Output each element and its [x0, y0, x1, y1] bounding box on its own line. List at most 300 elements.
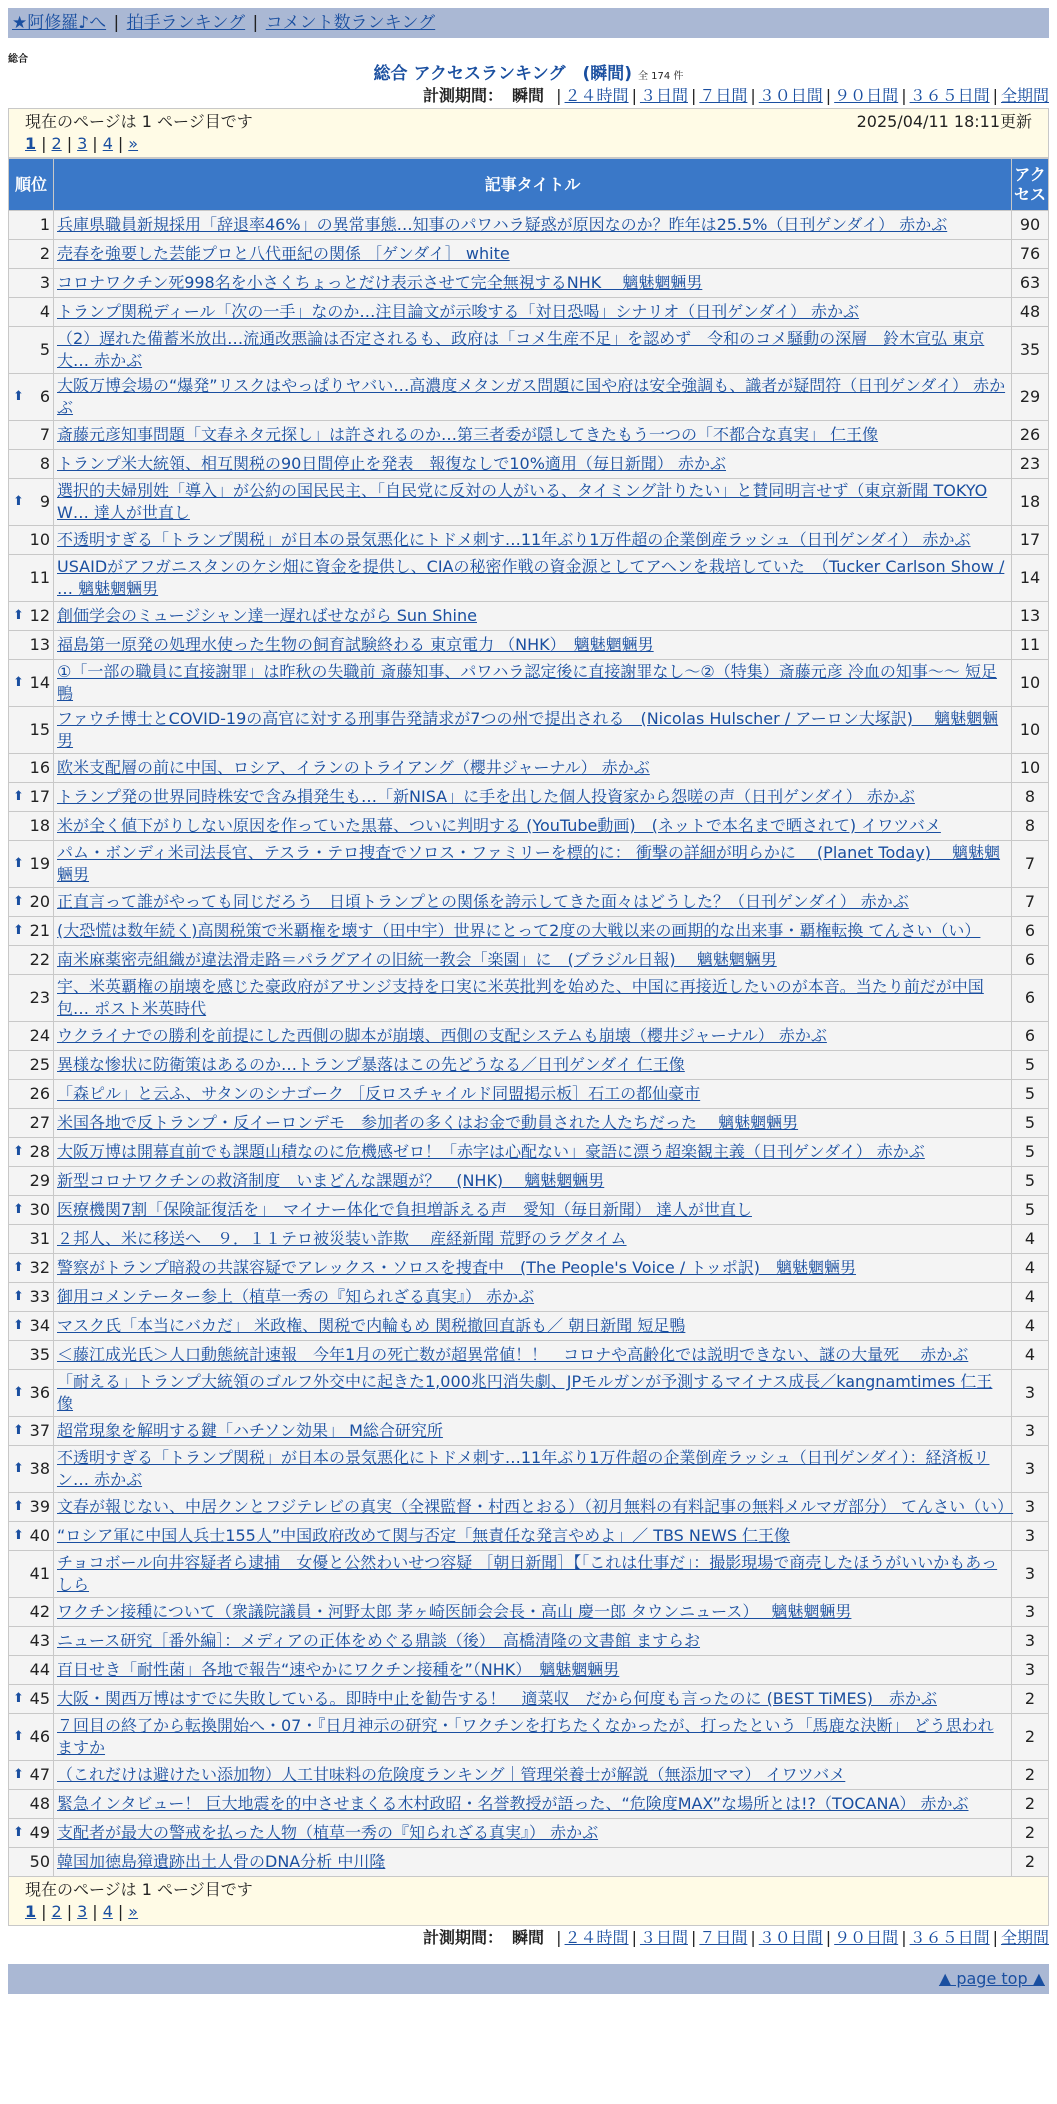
access-count: 4 [1012, 1225, 1049, 1254]
article-link[interactable]: ＜藤江成光氏＞人口動態統計速報 今年1月の死亡数が超異常値！！ コロナや高齢化では説明できない、謎の大量死 赤かぶ [57, 1345, 969, 1364]
access-count: 4 [1012, 1283, 1049, 1312]
article-link[interactable]: トランプ米大統領、相互関税の90日間停止を発表 報復なしで10%適用（毎日新聞） 赤かぶ [57, 454, 727, 473]
access-count: 8 [1012, 783, 1049, 812]
article-link[interactable]: ①「一部の職員に直接謝罪」は昨秋の失職前 斎藤知事、パワハラ認定後に直接謝罪なし～②（特集）斎藤元彦 冷血の知事～～ 短足鴨 [57, 662, 997, 703]
col-rank-header: 順位 [9, 159, 54, 211]
rank-number: 11 [29, 568, 50, 587]
period-separator: | [992, 1928, 998, 1947]
title-cell [54, 240, 1012, 269]
pager-bottom [8, 1877, 1049, 1926]
page-spacer: | [117, 134, 124, 153]
article-link[interactable]: コロナワクチン死998名を小さくちょっとだけ表示させて完全無視するNHK 魑魅魍魎男 [57, 273, 703, 292]
access-count: 13 [1012, 602, 1049, 631]
rank-number: 22 [29, 950, 50, 969]
period-link[interactable]: 全期間 [1000, 86, 1049, 105]
rank-cell [9, 602, 54, 631]
rank-cell [9, 421, 54, 450]
period-link[interactable]: ３０日間 [758, 86, 823, 105]
page-link[interactable]: 2 [51, 1902, 62, 1921]
article-link[interactable]: ニュース研究［番外編］：メディアの正体をめぐる鼎談（後） 高橋清隆の文書館 ますらお [57, 1631, 701, 1650]
table-row [9, 479, 1049, 526]
period-current: 瞬間 [512, 86, 545, 105]
access-count: 3 [1012, 1493, 1049, 1522]
page-link[interactable]: 2 [51, 134, 62, 153]
access-count: 18 [1012, 479, 1049, 526]
rank-cell [9, 1283, 54, 1312]
article-link[interactable]: 不透明すぎる「トランプ関税」が日本の景気悪化にトドメ刺す…11年ぶり1万件超の企業倒産ラッシュ（日刊ゲンダイ）：経済板リン… 赤かぶ [57, 1448, 990, 1489]
access-count: 3 [1012, 1656, 1049, 1685]
rank-number: 30 [29, 1200, 50, 1219]
rank-cell [9, 1761, 54, 1790]
rank-number: 9 [39, 492, 50, 511]
article-link[interactable]: 緊急インタビュー！ 巨大地震を的中させまくる木村政昭・名誉教授が語った、“危険度MAX”な場所とは!?（TOCANA） 赤かぶ [57, 1794, 969, 1813]
title-cell [54, 1109, 1012, 1138]
access-count: 17 [1012, 526, 1049, 555]
article-link[interactable]: 売春を強要した芸能プロと八代亜紀の関係 ［ゲンダイ］ white [57, 244, 510, 263]
table-row [9, 526, 1049, 555]
rank-number: 37 [29, 1421, 50, 1440]
period-separator: | [690, 86, 697, 105]
article-link[interactable]: 「耐える」トランプ大統領のゴルフ外交中に起きた1,000兆円消失劇、JPモルガンが予測するマイナス成長／kangnamtimes 仁王像 [57, 1372, 993, 1413]
access-count: 10 [1012, 707, 1049, 754]
rank-cell [9, 1848, 54, 1877]
rank-cell [9, 1254, 54, 1283]
table-row [9, 1417, 1049, 1446]
nav-separator: | [252, 13, 259, 33]
rank-cell [9, 1790, 54, 1819]
page-current[interactable]: 1 [25, 134, 37, 153]
rank-up-icon: ⬆ [13, 789, 24, 804]
table-row [9, 660, 1049, 707]
rank-number: 26 [29, 1084, 50, 1103]
title-cell [54, 1080, 1012, 1109]
access-count: 3 [1012, 1522, 1049, 1551]
top-nav [8, 8, 1049, 38]
title-cell [54, 1225, 1012, 1254]
rank-number: 46 [29, 1727, 50, 1746]
access-count: 3 [1012, 1551, 1049, 1598]
rank-cell [9, 1051, 54, 1080]
article-link[interactable]: トランプ発の世界同時株安で含み損発生も…「新NISA」に手を出した個人投資家から怨嗟の声（日刊ゲンダイ） 赤かぶ [57, 787, 915, 806]
period-link[interactable]: ３６５日間 [909, 86, 990, 105]
page-top-link[interactable]: ▲ page top ▲ [938, 1969, 1045, 1988]
page-link[interactable]: 3 [77, 134, 88, 153]
page-links [25, 133, 1032, 155]
period-label: 計測期間： [422, 1928, 503, 1947]
title-cell [54, 917, 1012, 946]
page-separator: | [66, 1902, 73, 1921]
article-link[interactable]: 不透明すぎる「トランプ関税」が日本の景気悪化にトドメ刺す…11年ぶり1万件超の企業倒産ラッシュ（日刊ゲンダイ） 赤かぶ [57, 530, 971, 549]
title-cell [54, 1714, 1012, 1761]
article-link[interactable]: トランプ関税ディール「次の一手」なのか…注目論文が示唆する「対日恐喝」シナリオ（日刊ゲンダイ） 赤かぶ [57, 302, 860, 321]
article-link[interactable]: 御用コメンテーター参上（植草一秀の『知られざる真実』） 赤かぶ [57, 1287, 535, 1306]
rank-up-icon: ⬆ [13, 923, 24, 938]
table-row [9, 1196, 1049, 1225]
access-count: 3 [1012, 1370, 1049, 1417]
access-count: 6 [1012, 946, 1049, 975]
rank-cell [9, 327, 54, 374]
access-count: 2 [1012, 1685, 1049, 1714]
page-separator: | [41, 1902, 47, 1921]
rank-number: 43 [29, 1631, 50, 1650]
rank-cell [9, 269, 54, 298]
article-link[interactable]: 文春が報じない、中居クンとフジテレビの真実（全裸監督・村西とおる）（初月無料の有料記事の無料メルマガ部分） てんさい（い） [57, 1497, 1014, 1516]
article-link[interactable]: 米国各地で反トランプ・反イーロンデモ 参加者の多くはお金で動員された人たちだった 魑魅魍魎男 [57, 1113, 799, 1132]
page-link[interactable]: 4 [102, 134, 113, 153]
access-count: 35 [1012, 327, 1049, 374]
clap-ranking-link[interactable]: 拍手ランキング [126, 13, 246, 33]
access-count: 8 [1012, 812, 1049, 841]
title-cell [54, 1522, 1012, 1551]
rank-up-icon: ⬆ [13, 856, 24, 871]
title-cell [54, 1312, 1012, 1341]
rank-number: 36 [29, 1383, 50, 1402]
access-count: 3 [1012, 1417, 1049, 1446]
article-link[interactable]: 支配者が最大の警戒を払った人物（植草一秀の『知られざる真実』） 赤かぶ [57, 1823, 599, 1842]
rank-number: 38 [29, 1459, 50, 1478]
rank-up-icon: ⬆ [13, 1825, 24, 1840]
rank-cell [9, 1341, 54, 1370]
access-count: 5 [1012, 1109, 1049, 1138]
rank-cell [9, 526, 54, 555]
article-link[interactable]: 韓国加徳島獐遺跡出土人骨のDNA分析 中川隆 [57, 1852, 386, 1871]
page-links [25, 1901, 1032, 1923]
rank-number: 31 [29, 1229, 50, 1248]
period-link[interactable]: ７日間 [699, 86, 748, 105]
article-link[interactable]: 福島第一原発の処理水使った生物の飼育試験終わる 東京電力 （NHK） 魑魅魍魎男 [57, 635, 654, 654]
ranking-title: 総合 アクセスランキング (瞬間) [373, 64, 632, 84]
title-cell [54, 1254, 1012, 1283]
article-link[interactable]: 兵庫県職員新規採用「辞退率46%」の異常事態…知事のパワハラ疑惑が原因なのか？昨年は25.5%（日刊ゲンダイ） 赤かぶ [57, 215, 948, 234]
period-link[interactable]: ７日間 [699, 1928, 748, 1947]
rank-cell [9, 783, 54, 812]
table-row [9, 1790, 1049, 1819]
page-status: 現在のページは 1 ページ目です [25, 1880, 253, 1899]
article-link[interactable]: 医療機関7割「保険証復活を」 マイナー体化で負担増訴える声 愛知（毎日新聞） 達人が世直し [57, 1200, 752, 1219]
access-count: 5 [1012, 1080, 1049, 1109]
rank-number: 39 [29, 1497, 50, 1516]
rank-up-icon: ⬆ [13, 1528, 24, 1543]
title-cell [54, 450, 1012, 479]
title-cell [54, 1819, 1012, 1848]
rank-cell [9, 1656, 54, 1685]
title-cell [54, 1417, 1012, 1446]
period-link[interactable]: ３６５日間 [909, 1928, 990, 1947]
access-count: 4 [1012, 1341, 1049, 1370]
rank-number: 2 [39, 244, 50, 263]
article-link[interactable]: 大阪万博は開幕直前でも課題山積なのに危機感ゼロ！「赤字は心配ない」豪語に漂う超楽観主義（日刊ゲンダイ） 赤かぶ [57, 1142, 925, 1161]
rank-cell [9, 946, 54, 975]
table-row [9, 1848, 1049, 1877]
rank-up-icon: ⬆ [13, 1691, 24, 1706]
table-row [9, 450, 1049, 479]
table-row [9, 754, 1049, 783]
table-row [9, 555, 1049, 602]
access-count: 2 [1012, 1790, 1049, 1819]
access-count: 11 [1012, 631, 1049, 660]
title-cell [54, 1370, 1012, 1417]
rank-cell [9, 841, 54, 888]
rank-cell [9, 631, 54, 660]
period-link[interactable]: ３日間 [639, 86, 688, 105]
access-count: 6 [1012, 917, 1049, 946]
period-separator: | [901, 86, 907, 105]
rank-number: 17 [29, 787, 50, 806]
table-row [9, 1446, 1049, 1493]
access-count: 23 [1012, 450, 1049, 479]
home-link[interactable]: ★阿修羅♪へ [12, 13, 107, 33]
period-link[interactable]: ３０日間 [758, 1928, 823, 1947]
article-link[interactable]: 異様な惨状に防衛策はあるのか…トランプ暴落はこの先どうなる／日刊ゲンダイ 仁王像 [57, 1055, 685, 1074]
rank-cell [9, 888, 54, 917]
rank-cell [9, 555, 54, 602]
rank-cell [9, 1196, 54, 1225]
access-count: 5 [1012, 1196, 1049, 1225]
rank-number: 7 [39, 425, 50, 444]
period-link[interactable]: ２４時間 [564, 86, 629, 105]
rank-up-icon: ⬆ [13, 1385, 24, 1400]
rank-number: 5 [39, 340, 50, 359]
rank-up-icon: ⬆ [13, 1318, 24, 1333]
rank-cell [9, 1080, 54, 1109]
rank-number: 19 [29, 854, 50, 873]
access-count: 5 [1012, 1051, 1049, 1080]
table-row [9, 421, 1049, 450]
access-count: 2 [1012, 1848, 1049, 1877]
article-link[interactable]: パム・ボンディ米司法長官、テスラ・テロ捜査でソロス・ファミリーを標的に： 衝撃の詳細が明らかに (Planet Today) 魑魅魍魎男 [57, 843, 1001, 884]
rank-number: 29 [29, 1171, 50, 1190]
article-link[interactable]: 警察がトランプ暗殺の共謀容疑でアレックス・ソロスを捜査中 (The People's Voice / トッポ訳) 魑魅魍魎男 [57, 1258, 857, 1277]
rank-number: 42 [29, 1602, 50, 1621]
period-link[interactable]: ９０日間 [834, 86, 899, 105]
rank-number: 48 [29, 1794, 50, 1813]
rank-up-icon: ⬆ [13, 1144, 24, 1159]
table-row [9, 240, 1049, 269]
page-link[interactable]: 3 [77, 1902, 88, 1921]
rank-cell [9, 1522, 54, 1551]
col-title-header: 記事タイトル [54, 159, 1012, 211]
period-link[interactable]: ２４時間 [564, 1928, 629, 1947]
article-link[interactable]: 欧米支配層の前に中国、ロシア、イランのトライアング（櫻井ジャーナル） 赤かぶ [57, 758, 650, 777]
article-link[interactable]: 大阪万博会場の“爆発”リスクはやっぱりヤバい…高濃度メタンガス問題に国や府は安全強調も、識者が疑問符（日刊ゲンダイ） 赤かぶ [57, 376, 1006, 417]
table-row [9, 1312, 1049, 1341]
article-link[interactable]: ２邦人、米に移送へ ９．１１テロ被災装い詐欺 産経新聞 荒野のラグタイム [57, 1229, 627, 1248]
article-link[interactable]: 宇、米英覇権の崩壊を感じた豪政府がアサンジ支持を口実に米英批判を始めた、中国に再接近したいのが本音。当たり前だが中国包… ポスト米英時代 [57, 977, 984, 1018]
period-separator: | [992, 86, 998, 105]
rank-cell [9, 240, 54, 269]
access-count: 63 [1012, 269, 1049, 298]
next-page-link[interactable]: » [128, 134, 139, 153]
table-row [9, 1167, 1049, 1196]
access-count: 14 [1012, 555, 1049, 602]
rank-number: 1 [39, 215, 50, 234]
rank-up-icon: ⬆ [13, 1202, 24, 1217]
title-cell [54, 526, 1012, 555]
table-row [9, 1627, 1049, 1656]
article-link[interactable]: USAIDがアフガニスタンのケシ畑に資金を提供し、CIAの秘密作戦の資金源としてアヘンを栽培していた （Tucker Carlson Show / … 魑魅魍魎男 [57, 557, 1005, 598]
rank-number: 41 [29, 1564, 50, 1583]
title-cell [54, 1283, 1012, 1312]
rank-number: 45 [29, 1689, 50, 1708]
rank-number: 14 [29, 673, 50, 692]
rank-cell [9, 660, 54, 707]
article-link[interactable]: 斎藤元彦知事問題「文春ネタ元探し」は許されるのか…第三者委が隠してきたもう一つの「不都合な真実」 仁王像 [57, 425, 879, 444]
rank-number: 25 [29, 1055, 50, 1074]
rank-number: 33 [29, 1287, 50, 1306]
period-link[interactable]: ３日間 [639, 1928, 688, 1947]
title-cell [54, 812, 1012, 841]
title-cell [54, 1196, 1012, 1225]
access-count: 48 [1012, 298, 1049, 327]
article-link[interactable]: 南米麻薬密売組織が違法滑走路＝パラグアイの旧統一教会「楽園」に (ブラジル日報) 魑魅魍魎男 [57, 950, 777, 969]
rank-cell [9, 1109, 54, 1138]
rank-cell [9, 1714, 54, 1761]
table-row [9, 631, 1049, 660]
period-separator: | [750, 86, 756, 105]
title-cell [54, 1138, 1012, 1167]
title-cell [54, 327, 1012, 374]
rank-up-icon: ⬆ [13, 608, 24, 623]
rank-number: 32 [29, 1258, 50, 1277]
page-separator: | [92, 134, 98, 153]
article-link[interactable]: 超常現象を解明する鍵「ハチソン効果」 M総合研究所 [57, 1421, 443, 1440]
rank-number: 23 [29, 988, 50, 1007]
rank-cell [9, 1551, 54, 1598]
title-cell [54, 602, 1012, 631]
rank-number: 18 [29, 816, 50, 835]
article-link[interactable]: 百日せき「耐性菌」各地で報告“速やかにワクチン接種を”（NHK） 魑魅魍魎男 [57, 1660, 620, 1679]
table-row [9, 1819, 1049, 1848]
article-link[interactable]: (大恐慌は数年続く)高関税策で米覇権を壊す（田中宇）世界にとって2度の大戦以来の画期的な出来事・覇権転換 てんさい（い） [57, 921, 981, 940]
next-page-link[interactable]: » [128, 1902, 139, 1921]
rank-number: 28 [29, 1142, 50, 1161]
period-separator: | [631, 1928, 637, 1947]
article-link[interactable]: 「森ピル」と云ふ、サタンのシナゴーク ［反ロスチャイルド同盟掲示板］石工の都仙豪市 [57, 1084, 701, 1103]
period-label: 計測期間： [422, 86, 503, 105]
title-cell [54, 1656, 1012, 1685]
table-row [9, 1685, 1049, 1714]
title-cell [54, 1685, 1012, 1714]
table-row [9, 1080, 1049, 1109]
table-row [9, 707, 1049, 754]
access-count: 2 [1012, 1819, 1049, 1848]
page-title [8, 64, 1049, 84]
article-link[interactable]: マスク氏「本当にバカだ」 米政権、関税で内輪もめ 関税撤回直訴も／ 朝日新聞 短足鴨 [57, 1316, 686, 1335]
category-label: 総合 [8, 54, 28, 65]
period-separator: | [556, 1928, 562, 1947]
access-count: 10 [1012, 754, 1049, 783]
period-separator: | [750, 1928, 756, 1947]
pager-top [8, 108, 1049, 158]
item-count: 全 174 件 [637, 71, 684, 82]
rank-up-icon: ⬆ [13, 494, 24, 509]
title-cell [54, 946, 1012, 975]
article-link[interactable]: ワクチン接種について（衆議院議員・河野太郎 茅ヶ崎医師会会長・高山 慶一郎 タウンニュース） 魑魅魍魎男 [57, 1602, 852, 1621]
article-link[interactable]: ７回目の終了から転換開始へ・07・『日月神示の研究・「ワクチンを打ちたくなかったが、打ったという「馬鹿な決断」 どう思われますか [57, 1716, 994, 1757]
period-links [553, 86, 1049, 105]
period-link[interactable]: ９０日間 [834, 1928, 899, 1947]
title-cell [54, 374, 1012, 421]
access-count: 2 [1012, 1761, 1049, 1790]
access-count: 7 [1012, 841, 1049, 888]
table-row [9, 783, 1049, 812]
period-link[interactable]: 全期間 [1000, 1928, 1049, 1947]
page-link[interactable]: 4 [102, 1902, 113, 1921]
rank-cell [9, 211, 54, 240]
rank-up-icon: ⬆ [13, 675, 24, 690]
article-link[interactable]: 新型コロナワクチンの救済制度 いまどんな課題が？ (NHK) 魑魅魍魎男 [57, 1171, 605, 1190]
title-cell [54, 1551, 1012, 1598]
title-cell [54, 975, 1012, 1022]
title-cell [54, 660, 1012, 707]
rank-number: 15 [29, 720, 50, 739]
rank-number: 13 [29, 635, 50, 654]
article-link[interactable]: 選択的夫婦別姓「導入」が公約の国民民主、「自民党に反対の人がいる、タイミング計りたい」と賛同明言せず（東京新聞 TOKYO W… 達人が世直し [57, 481, 988, 522]
article-link[interactable]: 大阪・関西万博はすでに失敗している。即時中止を勧告する！ 適菜収 だから何度も言ったのに (BEST TiMES) 赤かぶ [57, 1689, 937, 1708]
article-link[interactable]: ウクライナでの勝利を前提にした西側の脚本が崩壊、西側の支配システムも崩壊（櫻井ジャーナル） 赤かぶ [57, 1026, 827, 1045]
rank-up-icon: ⬆ [13, 1767, 24, 1782]
rank-number: 3 [39, 273, 50, 292]
table-row [9, 211, 1049, 240]
article-link[interactable]: チョコボール向井容疑者ら逮捕 女優と公然わいせつ容疑 ［朝日新聞］【「これは仕事だ」：撮影現場で商売したほうがいいかもあっしら [57, 1553, 998, 1594]
article-link[interactable]: ファウチ博士とCOVID-19の高官に対する刑事告発請求が7つの州で提出される (Nicolas Hulscher / アーロン大塚訳) 魑魅魍魎男 [57, 709, 999, 750]
article-link[interactable]: 創価学会のミュージシャン達一遅ればせながら Sun Shine [57, 606, 477, 625]
access-count: 29 [1012, 374, 1049, 421]
title-cell [54, 841, 1012, 888]
title-cell [54, 1493, 1012, 1522]
article-link[interactable]: “ロシア軍に中国人兵士155人”中国政府改めて関与否定「無責任な発言やめよ」／ TBS NEWS 仁王像 [57, 1526, 791, 1545]
access-count: 6 [1012, 975, 1049, 1022]
rank-cell [9, 1138, 54, 1167]
rank-up-icon: ⬆ [13, 1461, 24, 1476]
table-row [9, 1051, 1049, 1080]
rank-up-icon: ⬆ [13, 894, 24, 909]
page-current[interactable]: 1 [25, 1902, 37, 1921]
table-row [9, 1109, 1049, 1138]
comment-ranking-link[interactable]: コメント数ランキング [265, 13, 436, 33]
period-selector-top [8, 84, 1049, 108]
rank-number: 21 [29, 921, 50, 940]
period-links [553, 1928, 1049, 1947]
rank-number: 35 [29, 1345, 50, 1364]
table-row [9, 841, 1049, 888]
access-count: 4 [1012, 1254, 1049, 1283]
access-count: 6 [1012, 1022, 1049, 1051]
rank-cell [9, 1312, 54, 1341]
rank-cell [9, 917, 54, 946]
article-link[interactable]: 正直言って誰がやっても同じだろう 日頃トランプとの関係を誇示してきた面々はどうした？（日刊ゲンダイ） 赤かぶ [57, 892, 909, 911]
article-link[interactable]: 米が全く値下がりしない原因を作っていた黒幕、ついに判明する (YouTube動画) (ネットで本名まで晒されて) イワツバメ [57, 816, 941, 835]
access-count: 76 [1012, 240, 1049, 269]
access-count: 10 [1012, 660, 1049, 707]
article-link[interactable]: （2）遅れた備蓄米放出…流通改悪論は否定されるも、政府は「コメ生産不足」を認めず 令和のコメ騒動の深層 鈴木宣弘 東京大… 赤かぶ [57, 329, 985, 370]
table-row [9, 1341, 1049, 1370]
rank-up-icon: ⬆ [13, 389, 24, 404]
access-count: 4 [1012, 1312, 1049, 1341]
period-separator: | [690, 1928, 697, 1947]
table-row [9, 1522, 1049, 1551]
article-link[interactable]: （これだけは避けたい添加物）人工甘味料の危険度ランキング｜管理栄養士が解説（無添加ママ） イワツバメ [57, 1765, 846, 1784]
rank-cell [9, 975, 54, 1022]
table-row [9, 812, 1049, 841]
rank-up-icon: ⬆ [13, 1729, 24, 1744]
col-access-header: アクセス [1012, 159, 1049, 211]
nav-separator: | [113, 13, 120, 33]
period-separator: | [556, 86, 562, 105]
rank-up-icon: ⬆ [13, 1260, 24, 1275]
rank-cell [9, 1370, 54, 1417]
bottom-bar [8, 1964, 1049, 1994]
